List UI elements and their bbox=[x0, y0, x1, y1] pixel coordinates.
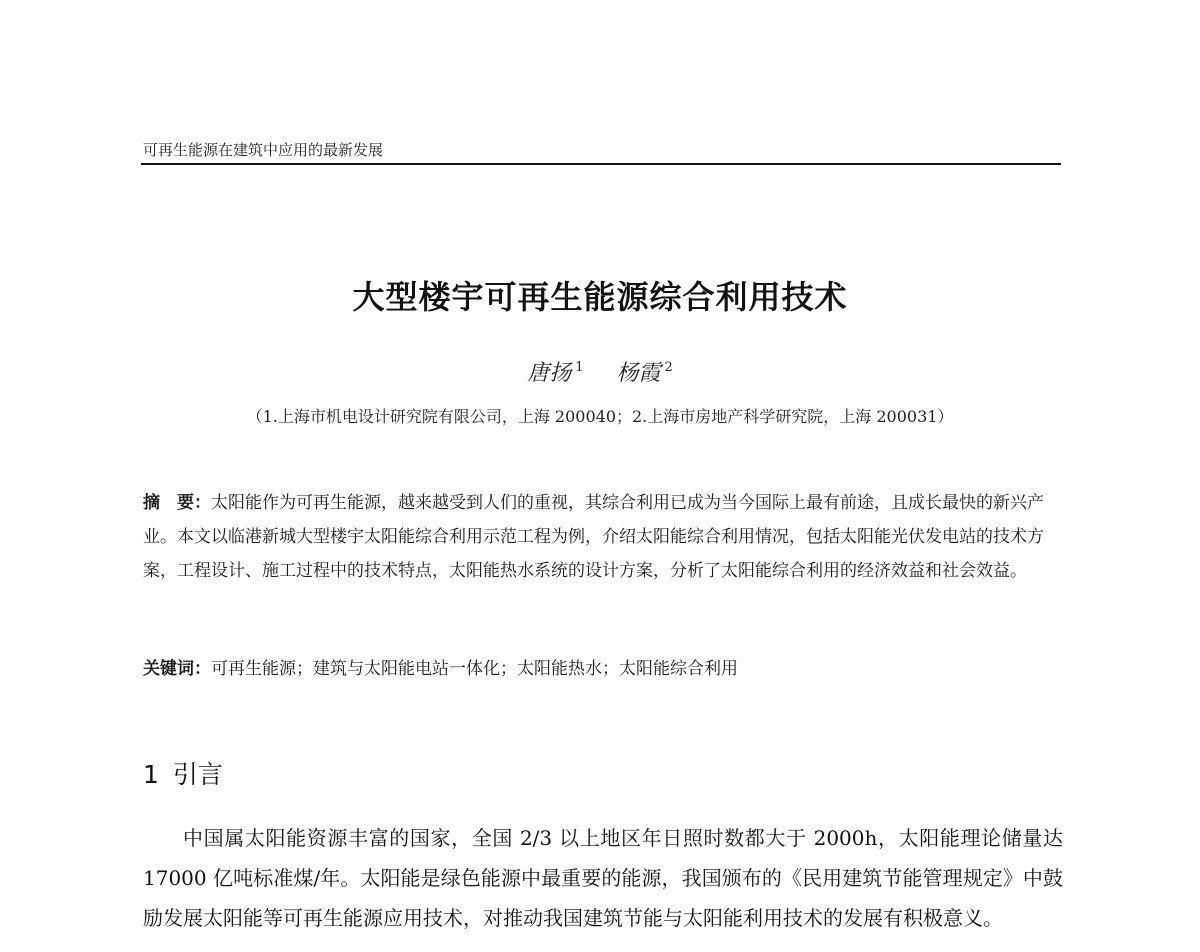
author-affil-mark: 2 bbox=[664, 360, 673, 375]
abstract bbox=[143, 486, 1063, 588]
paper-title: 大型楼宇可再生能源综合利用技术 bbox=[352, 278, 848, 316]
author-line bbox=[0, 356, 1200, 387]
keywords bbox=[143, 654, 1063, 679]
author-name: 杨霞 bbox=[616, 361, 661, 386]
keywords-label: 关键词： bbox=[143, 659, 211, 679]
affiliations: （1.上海市机电设计研究院有限公司，上海 200040；2.上海市房地产科学研究院，上海 200031） bbox=[246, 407, 954, 426]
header-rule bbox=[141, 163, 1061, 165]
running-head: 可再生能源在建筑中应用的最新发展 bbox=[143, 141, 384, 159]
author-name: 唐扬 bbox=[527, 361, 572, 386]
section-number: 1 bbox=[143, 760, 159, 789]
body-paragraph: 中国属太阳能资源丰富的国家，全国 2/3 以上地区年日照时数都大于 2000h，太阳能理论储量达 17000 亿吨标准煤/年。太阳能是绿色能源中最重要的能源，我国颁布的《民用建筑节能管理规定》中鼓励发展太阳能等可再生能源应用技术，对推动我国建筑节能与太阳能利用技术的发展有积极意义。 bbox=[143, 826, 1063, 930]
abstract-text: 太阳能作为可再生能源，越来越受到人们的重视，其综合利用已成为当今国际上最有前途，且成长最快的新兴产业。本文以临港新城大型楼宇太阳能综合利用示范工程为例，介绍太阳能综合利用情况，包括太阳能光伏发电站的技术方案，工程设计、施工过程中的技术特点，太阳能热水系统的设计方案，分析了太阳能综合利用的经济效益和社会效益。 bbox=[143, 493, 1044, 581]
author-affil-mark: 1 bbox=[575, 360, 584, 375]
abstract-label: 摘 要： bbox=[143, 493, 211, 513]
keywords-text: 可再生能源；建筑与太阳能电站一体化；太阳能热水；太阳能综合利用 bbox=[211, 659, 738, 679]
section-title: 引言 bbox=[172, 760, 223, 789]
section-heading bbox=[143, 755, 223, 791]
